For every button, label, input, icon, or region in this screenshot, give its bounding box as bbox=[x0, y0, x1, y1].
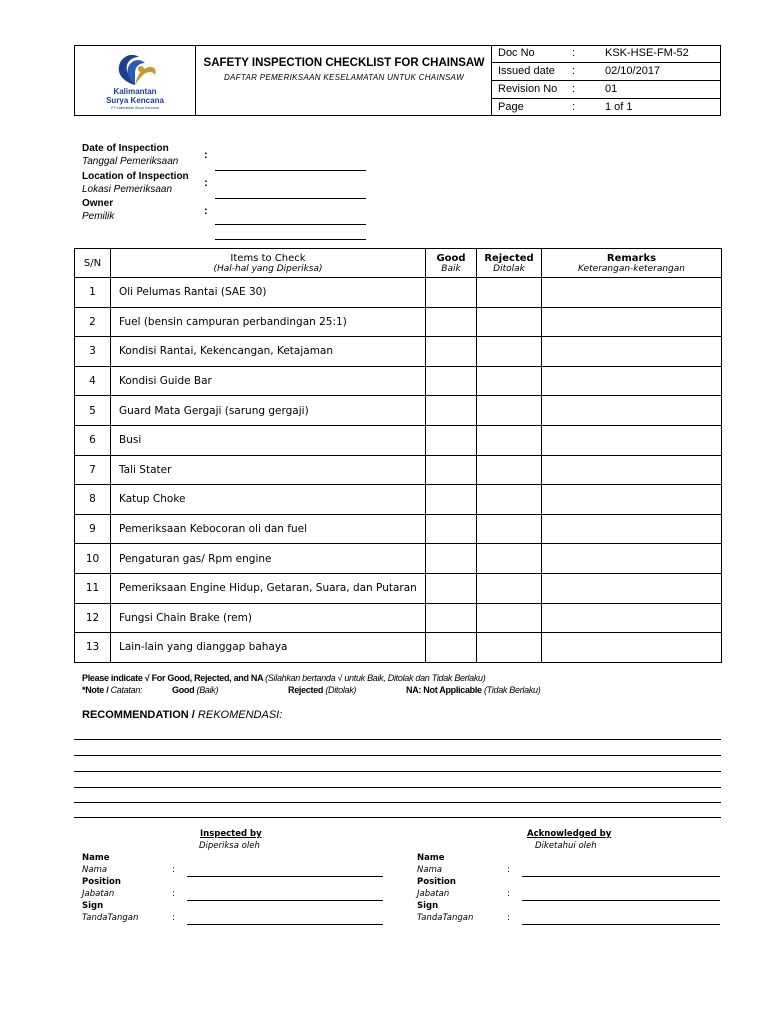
row-item: Pemeriksaan Engine Hidup, Getaran, Suara, dan Putaran bbox=[111, 573, 426, 603]
table-row bbox=[75, 337, 722, 367]
row-rejected-cell[interactable] bbox=[477, 573, 542, 603]
table-row bbox=[75, 603, 722, 633]
row-item: Oli Pelumas Rantai (SAE 30) bbox=[111, 278, 426, 308]
row-item: Fuel (bensin campuran perbandingan 25:1) bbox=[111, 307, 426, 337]
row-good-cell[interactable] bbox=[426, 455, 477, 485]
recommendation-line[interactable] bbox=[74, 739, 721, 740]
company-logo-icon bbox=[111, 51, 159, 87]
table-row bbox=[75, 514, 722, 544]
left-sign-label: Sign bbox=[82, 901, 104, 911]
row-good-cell[interactable] bbox=[426, 307, 477, 337]
meta-label: Issued date bbox=[498, 65, 555, 77]
meta-sep: : bbox=[572, 65, 576, 77]
recommendation-line[interactable] bbox=[74, 802, 721, 803]
row-rejected-cell[interactable] bbox=[477, 278, 542, 308]
right-name-field[interactable] bbox=[522, 876, 720, 877]
row-remarks-cell[interactable] bbox=[542, 544, 722, 574]
header-good-label-id: Baik bbox=[441, 263, 461, 274]
owner-colon: : bbox=[204, 205, 208, 217]
row-rejected-cell[interactable] bbox=[477, 633, 542, 663]
row-good-cell[interactable] bbox=[426, 337, 477, 367]
meta-issued-date bbox=[492, 63, 721, 81]
row-item: Busi bbox=[111, 425, 426, 455]
row-rejected-cell[interactable] bbox=[477, 396, 542, 426]
instruction-text: Please indicate √ For Good, Rejected, and NA bbox=[82, 673, 263, 683]
table-row bbox=[75, 366, 722, 396]
header-rejected-label-id: Ditolak bbox=[493, 263, 525, 274]
row-rejected-cell[interactable] bbox=[477, 514, 542, 544]
right-name-label-id: Nama bbox=[417, 865, 443, 875]
date-label-id: Tanggal Pemeriksaan bbox=[82, 156, 179, 167]
left-position-label-id: Jabatan bbox=[82, 889, 115, 899]
document-title: SAFETY INSPECTION CHECKLIST FOR CHAINSAW bbox=[203, 57, 485, 69]
header-good bbox=[426, 249, 477, 278]
row-sn: 9 bbox=[75, 514, 111, 544]
owner-field-line2[interactable] bbox=[215, 239, 366, 240]
row-rejected-cell[interactable] bbox=[477, 485, 542, 515]
recommendation-heading bbox=[82, 709, 282, 721]
instruction-note bbox=[82, 673, 485, 683]
date-label: Date of Inspection bbox=[82, 143, 169, 154]
legend-good-label-id: (Baik) bbox=[196, 685, 219, 695]
meta-sep: : bbox=[572, 47, 576, 59]
row-rejected-cell[interactable] bbox=[477, 425, 542, 455]
right-sign-label: Sign bbox=[417, 901, 439, 911]
left-name-label: Name bbox=[82, 853, 110, 863]
row-remarks-cell[interactable] bbox=[542, 307, 722, 337]
location-field[interactable] bbox=[215, 198, 366, 199]
table-row bbox=[75, 307, 722, 337]
row-rejected-cell[interactable] bbox=[477, 337, 542, 367]
header-rejected-label: Rejected bbox=[484, 252, 534, 264]
logo-area bbox=[74, 45, 196, 116]
row-sn: 5 bbox=[75, 396, 111, 426]
meta-label: Revision No bbox=[498, 83, 558, 95]
legend-na-label-id: (Tidak Berlaku) bbox=[483, 685, 541, 695]
row-remarks-cell[interactable] bbox=[542, 425, 722, 455]
meta-value: KSK-HSE-FM-52 bbox=[605, 47, 689, 59]
header-items-label: Items to Check bbox=[230, 252, 306, 264]
legend-rejected-label: Rejected bbox=[288, 685, 324, 695]
meta-sep: : bbox=[572, 83, 576, 95]
header-rejected bbox=[477, 249, 542, 278]
table-row bbox=[75, 573, 722, 603]
row-sn: 6 bbox=[75, 425, 111, 455]
row-good-cell[interactable] bbox=[426, 425, 477, 455]
header-good-label: Good bbox=[436, 252, 466, 264]
right-name-colon: : bbox=[507, 865, 510, 875]
row-sn: 11 bbox=[75, 573, 111, 603]
left-sign-colon: : bbox=[172, 913, 175, 923]
left-name-label-id: Nama bbox=[82, 865, 108, 875]
recommendation-line[interactable] bbox=[74, 817, 721, 818]
row-sn: 3 bbox=[75, 337, 111, 367]
table-row bbox=[75, 278, 722, 308]
row-remarks-cell[interactable] bbox=[542, 514, 722, 544]
table-row bbox=[75, 633, 722, 663]
row-item: Katup Choke bbox=[111, 485, 426, 515]
row-item: Kondisi Guide Bar bbox=[111, 366, 426, 396]
right-sign-colon: : bbox=[507, 913, 510, 923]
meta-value: 1 of 1 bbox=[605, 101, 633, 113]
meta-doc-no bbox=[492, 45, 721, 63]
left-sign-field[interactable] bbox=[187, 924, 383, 925]
acknowledged-by-title-id: Diketahui oleh bbox=[535, 841, 597, 851]
row-sn: 7 bbox=[75, 455, 111, 485]
table-row bbox=[75, 544, 722, 574]
row-sn: 2 bbox=[75, 307, 111, 337]
checklist-table bbox=[74, 248, 722, 663]
acknowledged-by-title: Acknowledged by bbox=[527, 829, 612, 839]
meta-sep: : bbox=[572, 101, 576, 113]
row-item: Pengaturan gas/ Rpm engine bbox=[111, 544, 426, 574]
row-sn: 12 bbox=[75, 603, 111, 633]
recommendation-label: RECOMMENDATION / bbox=[82, 709, 195, 721]
meta-revision-no bbox=[492, 81, 721, 99]
header-remarks-label-id: Keterangan-keterangan bbox=[578, 263, 685, 274]
meta-label: Page bbox=[498, 101, 524, 113]
note-legend bbox=[82, 685, 142, 695]
row-sn: 4 bbox=[75, 366, 111, 396]
row-sn: 13 bbox=[75, 633, 111, 663]
left-name-colon: : bbox=[172, 865, 175, 875]
meta-value: 01 bbox=[605, 83, 618, 95]
instruction-text-id: (Silahkan bertanda √ untuk Baik, Ditolak dan Tidak Berlaku) bbox=[265, 673, 486, 683]
meta-value: 02/10/2017 bbox=[605, 65, 661, 77]
right-position-colon: : bbox=[507, 889, 510, 899]
inspected-by-title-id: Diperiksa oleh bbox=[199, 841, 260, 851]
company-name-line1: Kalimantan bbox=[113, 87, 157, 96]
header-sn bbox=[75, 249, 111, 278]
location-label-id: Lokasi Pemeriksaan bbox=[82, 184, 173, 195]
date-colon: : bbox=[204, 149, 208, 161]
row-item: Pemeriksaan Kebocoran oli dan fuel bbox=[111, 514, 426, 544]
table-row bbox=[75, 396, 722, 426]
note-label: *Note / bbox=[82, 685, 109, 695]
table-row bbox=[75, 425, 722, 455]
legend-good-label: Good bbox=[172, 685, 195, 695]
owner-label-id: Pemilik bbox=[82, 211, 115, 222]
row-remarks-cell[interactable] bbox=[542, 603, 722, 633]
meta-page bbox=[492, 99, 721, 117]
document-subtitle: DAFTAR PEMERIKSAAN KESELAMATAN UNTUK CHAINSAW bbox=[223, 73, 465, 82]
row-item: Guard Mata Gergaji (sarung gergaji) bbox=[111, 396, 426, 426]
right-sign-field[interactable] bbox=[522, 924, 720, 925]
row-remarks-cell[interactable] bbox=[542, 366, 722, 396]
left-position-colon: : bbox=[172, 889, 175, 899]
company-name-small: PT Kalimantan Surya Kencana bbox=[111, 106, 159, 110]
legend-rejected-label-id: (Ditolak) bbox=[325, 685, 357, 695]
left-position-label: Position bbox=[82, 877, 121, 887]
recommendation-line[interactable] bbox=[74, 787, 721, 788]
right-position-label-id: Jabatan bbox=[417, 889, 450, 899]
row-good-cell[interactable] bbox=[426, 366, 477, 396]
meta-label: Doc No bbox=[498, 47, 535, 59]
row-sn: 8 bbox=[75, 485, 111, 515]
row-good-cell[interactable] bbox=[426, 633, 477, 663]
row-good-cell[interactable] bbox=[426, 603, 477, 633]
table-header-row bbox=[75, 249, 722, 278]
row-good-cell[interactable] bbox=[426, 396, 477, 426]
row-good-cell[interactable] bbox=[426, 573, 477, 603]
row-rejected-cell[interactable] bbox=[477, 603, 542, 633]
recommendation-label-id: REKOMENDASI: bbox=[197, 709, 283, 721]
legend-na-label: NA: Not Applicable bbox=[406, 685, 482, 695]
note-label-id: Catatan: bbox=[110, 685, 143, 695]
row-remarks-cell[interactable] bbox=[542, 396, 722, 426]
header-items bbox=[111, 249, 426, 278]
inspected-by-title: Inspected by bbox=[200, 829, 262, 839]
row-rejected-cell[interactable] bbox=[477, 544, 542, 574]
legend-na bbox=[406, 685, 540, 695]
legend-good bbox=[172, 685, 218, 695]
date-field[interactable] bbox=[215, 170, 366, 171]
row-remarks-cell[interactable] bbox=[542, 455, 722, 485]
row-remarks-cell[interactable] bbox=[542, 278, 722, 308]
row-rejected-cell[interactable] bbox=[477, 455, 542, 485]
right-sign-label-id: TandaTangan bbox=[417, 913, 474, 923]
location-colon: : bbox=[204, 177, 208, 189]
row-remarks-cell[interactable] bbox=[542, 485, 722, 515]
header-items-label-id: (Hal-hal yang Diperiksa) bbox=[213, 263, 323, 274]
right-position-label: Position bbox=[417, 877, 456, 887]
table-row bbox=[75, 455, 722, 485]
right-position-field[interactable] bbox=[522, 900, 720, 901]
recommendation-line[interactable] bbox=[74, 755, 721, 756]
company-name-line2: Surya Kencana bbox=[106, 96, 164, 105]
row-item: Lain-lain yang dianggap bahaya bbox=[111, 633, 426, 663]
location-label: Location of Inspection bbox=[82, 171, 189, 182]
row-good-cell[interactable] bbox=[426, 278, 477, 308]
table-row bbox=[75, 485, 722, 515]
row-sn: 10 bbox=[75, 544, 111, 574]
row-remarks-cell[interactable] bbox=[542, 573, 722, 603]
row-rejected-cell[interactable] bbox=[477, 366, 542, 396]
header-remarks-label: Remarks bbox=[606, 252, 657, 264]
owner-label: Owner bbox=[82, 198, 114, 209]
left-name-field[interactable] bbox=[187, 876, 383, 877]
left-position-field[interactable] bbox=[187, 900, 383, 901]
row-sn: 1 bbox=[75, 278, 111, 308]
right-name-label: Name bbox=[417, 853, 445, 863]
row-good-cell[interactable] bbox=[426, 485, 477, 515]
header-sn-label: S/N bbox=[83, 257, 102, 269]
row-remarks-cell[interactable] bbox=[542, 337, 722, 367]
row-item: Tali Stater bbox=[111, 455, 426, 485]
row-rejected-cell[interactable] bbox=[477, 307, 542, 337]
row-item: Kondisi Rantai, Kekencangan, Ketajaman bbox=[111, 337, 426, 367]
recommendation-line[interactable] bbox=[74, 771, 721, 772]
row-remarks-cell[interactable] bbox=[542, 633, 722, 663]
row-good-cell[interactable] bbox=[426, 544, 477, 574]
left-sign-label-id: TandaTangan bbox=[82, 913, 139, 923]
legend-rejected bbox=[288, 685, 356, 695]
header-remarks bbox=[542, 249, 722, 278]
owner-field[interactable] bbox=[215, 224, 366, 225]
row-item: Fungsi Chain Brake (rem) bbox=[111, 603, 426, 633]
row-good-cell[interactable] bbox=[426, 514, 477, 544]
